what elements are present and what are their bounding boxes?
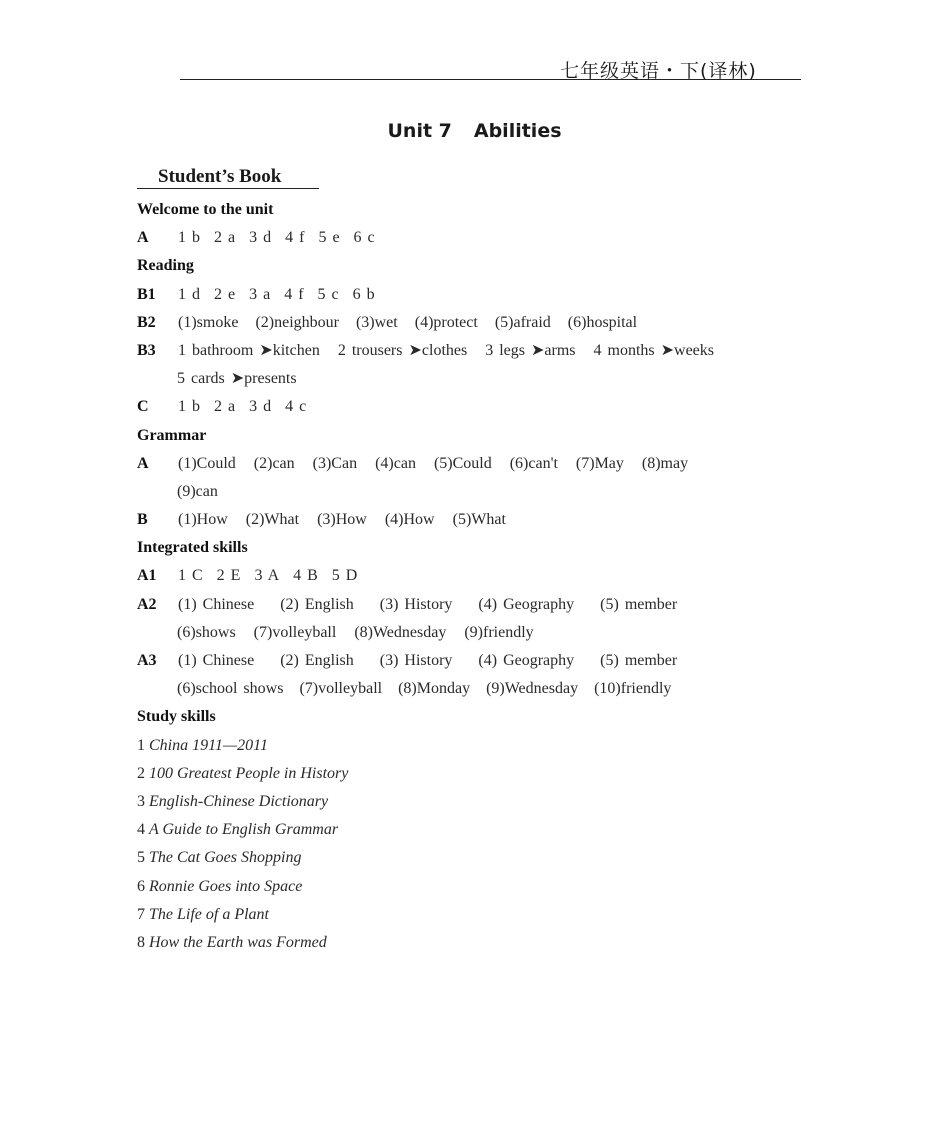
row-label: A3 — [137, 652, 157, 669]
answer-row-reading-b3 — [137, 337, 817, 365]
answer-list — [178, 314, 637, 331]
answer-item: (5)What — [452, 511, 506, 529]
row-label: A — [137, 454, 149, 472]
answer-item: (3)Can — [312, 454, 358, 472]
answer-item: (1) Chinese — [178, 652, 255, 669]
answer-item: 4 f — [285, 229, 305, 247]
answer-item: 1 C — [178, 567, 203, 585]
unit-title — [0, 120, 949, 142]
answer-row-grammar-a-cont — [137, 478, 817, 506]
answer-item: (9)friendly — [464, 623, 534, 641]
study-skills-item — [137, 732, 817, 760]
book-title-text: English-Chinese Dictionary — [149, 792, 329, 810]
answer-list — [177, 483, 218, 500]
answer-item: 3 a — [249, 285, 271, 303]
study-skills-item — [137, 844, 817, 872]
answer-item: (2)neighbour — [255, 313, 339, 331]
book-section-underline — [137, 188, 319, 189]
answer-item: (1)How — [178, 511, 228, 529]
answer-item: 3 d — [249, 229, 272, 247]
answer-item: (4) Geography — [478, 595, 575, 613]
study-skills-item — [137, 929, 817, 957]
book-title-text: China 1911—2011 — [149, 736, 268, 754]
answer-list — [178, 286, 375, 303]
study-skills-item — [137, 901, 817, 929]
answer-item: (6)school shows — [177, 680, 284, 698]
answer-item: 1 b — [178, 229, 200, 247]
answer-item: (1) Chinese — [178, 595, 255, 613]
answer-item: (4)How — [384, 511, 435, 529]
answer-item: (5)Could — [433, 454, 492, 472]
answer-item: (7)May — [575, 454, 624, 472]
answer-item: (2) English — [280, 595, 354, 613]
answer-row-welcome-a — [137, 224, 817, 252]
book-title-text: The Cat Goes Shopping — [149, 849, 302, 867]
section-title-study: Study skills — [137, 708, 216, 726]
section-title-integrated: Integrated skills — [137, 539, 248, 557]
row-label: B — [137, 511, 148, 529]
book-section-title: Student’s Book — [158, 166, 282, 187]
answer-item: 5 c — [317, 285, 339, 303]
item-number: 4 — [137, 821, 145, 839]
answer-item: (3)How — [317, 511, 367, 529]
answer-row-reading-c — [137, 393, 817, 421]
answer-item: (1)smoke — [178, 313, 239, 331]
answer-item: (4)can — [375, 454, 416, 472]
answer-item: (9)Wednesday — [486, 680, 579, 698]
answer-list — [178, 596, 677, 613]
item-number: 1 — [137, 736, 145, 754]
study-skills-item — [137, 816, 817, 844]
study-skills-item — [137, 873, 817, 901]
answer-list — [177, 680, 671, 697]
answer-item: 2 e — [214, 285, 236, 303]
row-label: A2 — [137, 595, 157, 613]
book-title-text: 100 Greatest People in History — [149, 764, 349, 782]
answer-row-reading-b1 — [137, 281, 817, 309]
answer-item: 2 a — [214, 398, 236, 416]
answer-item: 5 cards ➤presents — [177, 370, 297, 388]
answer-item: 2 E — [216, 567, 241, 585]
answer-row-reading-b3-cont — [137, 365, 817, 393]
answer-row-integrated-a3 — [137, 647, 817, 675]
answer-item: (3) History — [379, 595, 453, 613]
section-title-reading: Reading — [137, 257, 194, 275]
answer-item: (4)protect — [414, 313, 478, 331]
answer-item: 5 e — [318, 229, 340, 247]
answer-list — [178, 567, 357, 584]
answer-item: (6)hospital — [567, 313, 638, 331]
answer-row-grammar-b — [137, 506, 817, 534]
unit-name: Abilities — [473, 120, 562, 142]
answer-item: (7)volleyball — [299, 680, 383, 698]
answer-item: (6)can't — [509, 454, 558, 472]
row-label: C — [137, 398, 149, 416]
answer-item: 6 c — [353, 229, 375, 247]
answer-list — [178, 342, 714, 359]
answer-item: 4 months ➤weeks — [593, 341, 715, 359]
answer-item: (2)What — [245, 511, 300, 529]
answer-item: (5) member — [600, 595, 678, 613]
answer-item: 3 d — [249, 398, 272, 416]
answer-item: 1 b — [178, 398, 200, 416]
answer-item: (4) Geography — [478, 652, 575, 669]
answer-row-integrated-a2-cont — [137, 619, 817, 647]
item-number: 7 — [137, 905, 145, 923]
row-label: B1 — [137, 285, 156, 303]
answer-item: 3 A — [254, 567, 280, 585]
answer-row-reading-b2 — [137, 309, 817, 337]
answer-item: 4 B — [293, 567, 318, 585]
answer-item: 1 bathroom ➤kitchen — [178, 341, 320, 359]
section-title-grammar: Grammar — [137, 426, 207, 444]
answer-list — [178, 398, 306, 415]
book-title-text: How the Earth was Formed — [149, 933, 327, 951]
answer-item: (10)friendly — [594, 680, 672, 698]
answer-row-grammar-a — [137, 450, 817, 478]
study-skills-item — [137, 788, 817, 816]
section-title-welcome: Welcome to the unit — [137, 201, 274, 218]
row-label: A1 — [137, 567, 157, 585]
book-header-label: 七年级英语・下(译林) — [560, 60, 757, 82]
row-label: B2 — [137, 313, 156, 331]
answer-item: (3) History — [379, 652, 453, 669]
study-skills-list — [137, 732, 817, 958]
answer-row-integrated-a2 — [137, 591, 817, 619]
answer-item: 2 trousers ➤clothes — [337, 341, 468, 359]
answer-item: 1 d — [178, 285, 200, 303]
answer-item: (8)Monday — [398, 680, 471, 698]
unit-number: Unit 7 — [387, 120, 452, 142]
answer-item: (7)volleyball — [253, 623, 337, 641]
answer-item: (1)Could — [178, 454, 236, 472]
answer-list — [178, 652, 677, 669]
answer-list — [177, 624, 534, 641]
book-title-text: A Guide to English Grammar — [149, 821, 339, 839]
item-number: 2 — [137, 764, 145, 782]
answer-list — [178, 511, 506, 528]
answer-item: 4 c — [285, 398, 307, 416]
answer-row-integrated-a1 — [137, 562, 817, 590]
item-number: 6 — [137, 877, 145, 895]
answer-item: (9)can — [177, 482, 218, 500]
book-title-text: Ronnie Goes into Space — [149, 877, 303, 895]
answer-item: 3 legs ➤arms — [485, 341, 576, 359]
answer-item: (5)afraid — [494, 313, 551, 331]
book-title-text: The Life of a Plant — [149, 905, 269, 923]
row-label: A — [137, 229, 149, 247]
answer-item: (8)Wednesday — [354, 623, 447, 641]
answer-list — [178, 455, 688, 472]
item-number: 8 — [137, 933, 145, 951]
answer-list — [178, 229, 375, 246]
answer-item: (3)wet — [355, 313, 398, 331]
answer-item: (5) member — [600, 652, 678, 669]
header-divider — [180, 79, 801, 80]
answer-list — [177, 370, 297, 387]
answer-item: 2 a — [214, 229, 236, 247]
answer-item: 6 b — [352, 285, 375, 303]
study-skills-item — [137, 760, 817, 788]
row-label: B3 — [137, 341, 156, 359]
answer-item: (6)shows — [177, 623, 236, 641]
answer-row-integrated-a3-cont — [137, 675, 817, 703]
answer-item: 4 f — [284, 285, 304, 303]
item-number: 5 — [137, 849, 145, 867]
answer-item: (2)can — [253, 454, 295, 472]
answer-key-content — [137, 196, 817, 957]
item-number: 3 — [137, 792, 145, 810]
answer-item: (2) English — [280, 652, 354, 669]
answer-item: (8)may — [641, 454, 689, 472]
answer-item: 5 D — [331, 567, 358, 585]
